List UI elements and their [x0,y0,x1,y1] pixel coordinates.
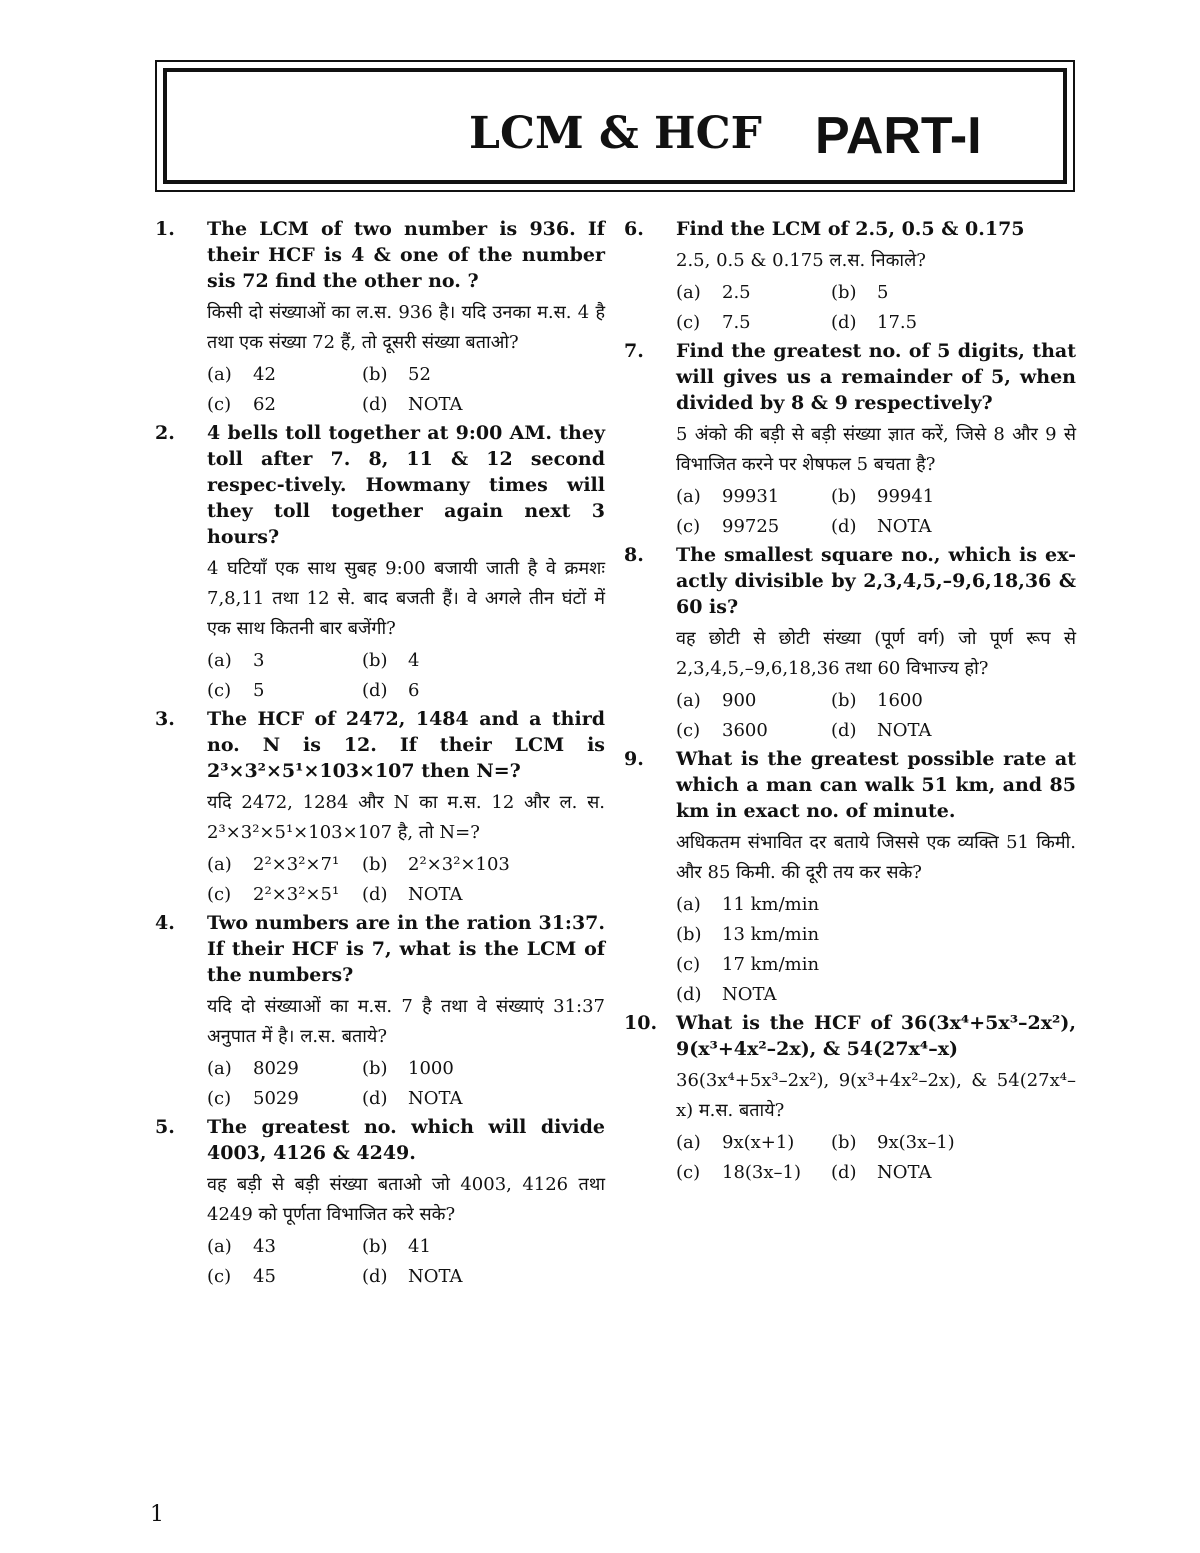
question-item [155,706,605,910]
option-value: 9x(3x–1) [877,1132,955,1153]
answer-option [362,360,517,390]
question-body [207,1114,605,1292]
option-key: (c) [676,1162,701,1183]
answer-options [207,1054,605,1114]
answer-options [207,1232,605,1292]
option-key: (c) [676,720,701,741]
option-value: 13 km/min [722,924,820,945]
option-value: 900 [722,690,757,711]
option-value: 5029 [253,1088,299,1109]
option-key: (b) [831,690,857,711]
question-body [676,338,1076,542]
option-key: (c) [676,516,701,537]
answer-option [207,646,362,676]
option-key: (b) [831,1132,857,1153]
option-value: 7.5 [722,312,751,333]
option-value: 43 [253,1236,276,1257]
question-text-english: The smallest square no., which is ex-actly divisible by 2,3,4,5,–9,6,18,36 & 60 is? [676,544,1076,618]
option-value: 42 [253,364,276,385]
option-key: (d) [362,394,388,415]
answer-option [676,1128,831,1158]
option-value: NOTA [877,516,932,537]
answer-option [676,686,831,716]
option-key: (b) [831,282,857,303]
option-value: 9x(x+1) [722,1132,795,1153]
option-value: 62 [253,394,276,415]
answer-option [207,1232,362,1262]
option-row [676,686,1076,716]
answer-option [676,716,831,746]
option-key: (a) [207,650,232,671]
answer-option [676,278,831,308]
answer-option [831,1128,986,1158]
answer-options [676,482,1076,542]
answer-options [676,1128,1076,1188]
question-text-hindi: अधिकतम संभावित दर बताये जिससे एक व्यक्ति 51 किमी. और 85 किमी. की दूरी तय कर सके? [676,832,1076,883]
option-value: 8029 [253,1058,299,1079]
question-text-hindi: 2.5, 0.5 & 0.175 ल.स. निकाले? [676,250,926,271]
question-body [676,542,1076,746]
answer-option [676,308,831,338]
option-value: 11 km/min [722,894,820,915]
option-value: 3 [253,650,265,671]
question-text-hindi: किसी दो संख्याओं का ल.स. 936 है। यदि उनका म.स. 4 है तथा एक संख्या 72 हैं, तो दूसरी संख्या बताओ? [207,302,605,353]
answer-option [831,512,986,542]
option-key: (d) [362,1088,388,1109]
option-value: 5 [253,680,265,701]
option-key: (d) [831,720,857,741]
question-text-hindi: 36(3x⁴+5x³–2x²), 9(x³+4x²–2x), & 54(27x⁴–x) म.स. बताये? [676,1070,1076,1121]
question-text-english: Find the LCM of 2.5, 0.5 & 0.175 [676,218,1025,240]
option-key: (d) [676,984,702,1005]
option-key: (a) [207,1058,232,1079]
option-value: 4 [408,650,420,671]
answer-option [362,390,517,420]
answer-option [207,850,362,880]
question-number: 7. [624,340,644,362]
answer-option [676,920,976,950]
question-number: 6. [624,218,644,240]
answer-option [362,1054,517,1084]
question-body [676,1010,1076,1188]
option-key: (d) [831,1162,857,1183]
option-row [207,1054,605,1084]
question-number: 9. [624,748,644,770]
answer-option [831,308,986,338]
option-row [207,1084,605,1114]
question-item [624,542,1076,746]
answer-option [207,1262,362,1292]
option-value: 2²×3²×5¹ [253,884,340,905]
option-value: 18(3x–1) [722,1162,802,1183]
answer-option [207,360,362,390]
option-value: 6 [408,680,420,701]
option-value: 2²×3²×7¹ [253,854,340,875]
option-key: (c) [207,1266,232,1287]
question-text-english: Find the greatest no. of 5 digits, that will gives us a remainder of 5, when divided by 8 & 9 respectively? [676,340,1076,414]
option-row [676,482,1076,512]
answer-option [676,482,831,512]
question-item [155,420,605,706]
answer-options [207,646,605,706]
question-text-hindi: 4 घटियाँ एक साथ सुबह 9:00 बजायी जाती है वे क्रमशः 7,8,11 तथा 12 से. बाद बजती हैं। वे अगले तीन घंटों में एक साथ कितनी बार बजेंगी? [207,558,605,639]
left-column [155,216,605,1292]
answer-option [831,686,986,716]
question-item [155,216,605,420]
answer-option [831,482,986,512]
question-item [624,1010,1076,1188]
title-frame [155,60,1075,192]
question-text-english: 4 bells toll together at 9:00 AM. they toll after 7. 8, 11 & 12 second respec-tively. Howmany times will they toll together again next 3 hours? [207,422,605,548]
option-key: (a) [207,1236,232,1257]
option-value: 1600 [877,690,923,711]
option-value: 2²×3²×103 [408,854,510,875]
answer-option [207,880,362,910]
question-text-english: What is the HCF of 36(3x⁴+5x³–2x²), 9(x³+4x²–2x), & 54(27x⁴–x) [676,1012,1076,1060]
option-value: 99725 [722,516,780,537]
question-text-hindi: 5 अंको की बड़ी से बड़ी संख्या ज्ञात करें, जिसे 8 और 9 से विभाजित करने पर शेषफल 5 बचता है? [676,424,1076,475]
option-key: (c) [676,312,701,333]
option-row [676,278,1076,308]
option-key: (a) [676,486,701,507]
answer-option [362,646,517,676]
answer-options [207,360,605,420]
question-text-english: What is the greatest possible rate at which a man can walk 51 km, and 85 km in exact no. of minute. [676,748,1076,822]
option-row [676,512,1076,542]
option-value: 52 [408,364,431,385]
option-value: NOTA [408,1266,463,1287]
option-key: (d) [362,680,388,701]
option-value: 17 km/min [722,954,820,975]
option-key: (a) [207,364,232,385]
part-label: PART-I [815,107,982,165]
option-value: NOTA [408,394,463,415]
option-row [676,716,1076,746]
option-key: (b) [362,1236,388,1257]
question-item [155,1114,605,1292]
option-key: (a) [207,854,232,875]
option-row [676,1158,1076,1188]
option-key: (c) [207,884,232,905]
option-key: (b) [362,650,388,671]
question-text-english: The HCF of 2472, 1484 and a third no. N is 12. If their LCM is 2³×3²×5¹×103×107 then N=? [207,708,605,782]
question-body [676,746,1076,1010]
title-frame-inner [163,68,1067,184]
answer-option [676,980,976,1010]
option-value: 41 [408,1236,431,1257]
answer-option [207,1084,362,1114]
question-text-english: The LCM of two number is 936. If their HCF is 4 & one of the number sis 72 find the other no. ? [207,218,605,292]
option-value: NOTA [722,984,777,1005]
option-value: 5 [877,282,889,303]
option-key: (c) [207,394,232,415]
page-title: LCM & HCF [469,108,762,159]
answer-option [676,512,831,542]
option-row [207,360,605,390]
question-body [207,706,605,910]
answer-option [676,1158,831,1188]
option-row [207,850,605,880]
option-row [207,880,605,910]
question-item [155,910,605,1114]
page-number: 1 [150,1502,164,1527]
answer-option [831,278,986,308]
question-body [207,420,605,706]
option-row [676,890,1076,920]
right-column [624,216,1076,1188]
option-key: (b) [362,364,388,385]
question-number: 8. [624,544,644,566]
option-value: 99941 [877,486,935,507]
question-item [624,338,1076,542]
option-value: NOTA [877,1162,932,1183]
answer-option [362,676,517,706]
option-row [207,676,605,706]
option-key: (c) [207,680,232,701]
answer-option [676,890,976,920]
option-key: (b) [676,924,702,945]
question-text-hindi: यदि दो संख्याओं का म.स. 7 है तथा वे संख्याएं 31:37 अनुपात में है। ल.स. बताये? [207,996,605,1047]
answer-option [362,1084,517,1114]
answer-option [207,390,362,420]
answer-option [831,716,986,746]
option-row [676,980,1076,1010]
option-key: (a) [676,894,701,915]
option-value: 1000 [408,1058,454,1079]
option-value: 3600 [722,720,768,741]
option-value: 45 [253,1266,276,1287]
option-row [207,1262,605,1292]
option-key: (a) [676,282,701,303]
option-key: (b) [362,854,388,875]
answer-option [362,1262,517,1292]
question-item [624,746,1076,1010]
answer-option [207,1054,362,1084]
option-key: (b) [831,486,857,507]
question-text-english: The greatest no. which will divide 4003, 4126 & 4249. [207,1116,605,1164]
option-row [676,308,1076,338]
answer-option [831,1158,986,1188]
question-number: 3. [155,708,175,730]
answer-option [362,850,517,880]
answer-options [676,890,1076,1010]
question-text-hindi: वह छोटी से छोटी संख्या (पूर्ण वर्ग) जो पूर्ण रूप से 2,3,4,5,–9,6,18,36 तथा 60 विभाज्य हो? [676,628,1076,679]
question-body [676,216,1076,338]
option-row [676,1128,1076,1158]
answer-option [362,1232,517,1262]
option-key: (b) [362,1058,388,1079]
option-row [207,1232,605,1262]
question-text-hindi: वह बड़ी से बड़ी संख्या बताओ जो 4003, 4126 तथा 4249 को पूर्णता विभाजित करे सके? [207,1174,605,1225]
option-value: NOTA [408,1088,463,1109]
answer-option [207,676,362,706]
option-key: (d) [831,312,857,333]
answer-option [362,880,517,910]
question-number: 2. [155,422,175,444]
option-row [207,646,605,676]
option-key: (a) [676,1132,701,1153]
question-text-hindi: यदि 2472, 1284 और N का म.स. 12 और ल. स. 2³×3²×5¹×103×107 है, तो N=? [207,792,605,843]
option-row [676,950,1076,980]
option-key: (c) [676,954,701,975]
option-key: (c) [207,1088,232,1109]
answer-options [207,850,605,910]
question-number: 5. [155,1116,175,1138]
option-key: (d) [831,516,857,537]
question-number: 4. [155,912,175,934]
answer-options [676,278,1076,338]
question-text-english: Two numbers are in the ration 31:37. If their HCF is 7, what is the LCM of the numbers? [207,912,605,986]
answer-option [676,950,976,980]
option-value: NOTA [877,720,932,741]
answer-options [676,686,1076,746]
question-body [207,910,605,1114]
question-item [624,216,1076,338]
option-value: 2.5 [722,282,751,303]
question-number: 10. [624,1012,658,1034]
question-number: 1. [155,218,175,240]
option-key: (d) [362,884,388,905]
option-value: NOTA [408,884,463,905]
option-value: 17.5 [877,312,918,333]
option-key: (d) [362,1266,388,1287]
option-key: (a) [676,690,701,711]
option-value: 99931 [722,486,780,507]
question-body [207,216,605,420]
option-row [676,920,1076,950]
option-row [207,390,605,420]
